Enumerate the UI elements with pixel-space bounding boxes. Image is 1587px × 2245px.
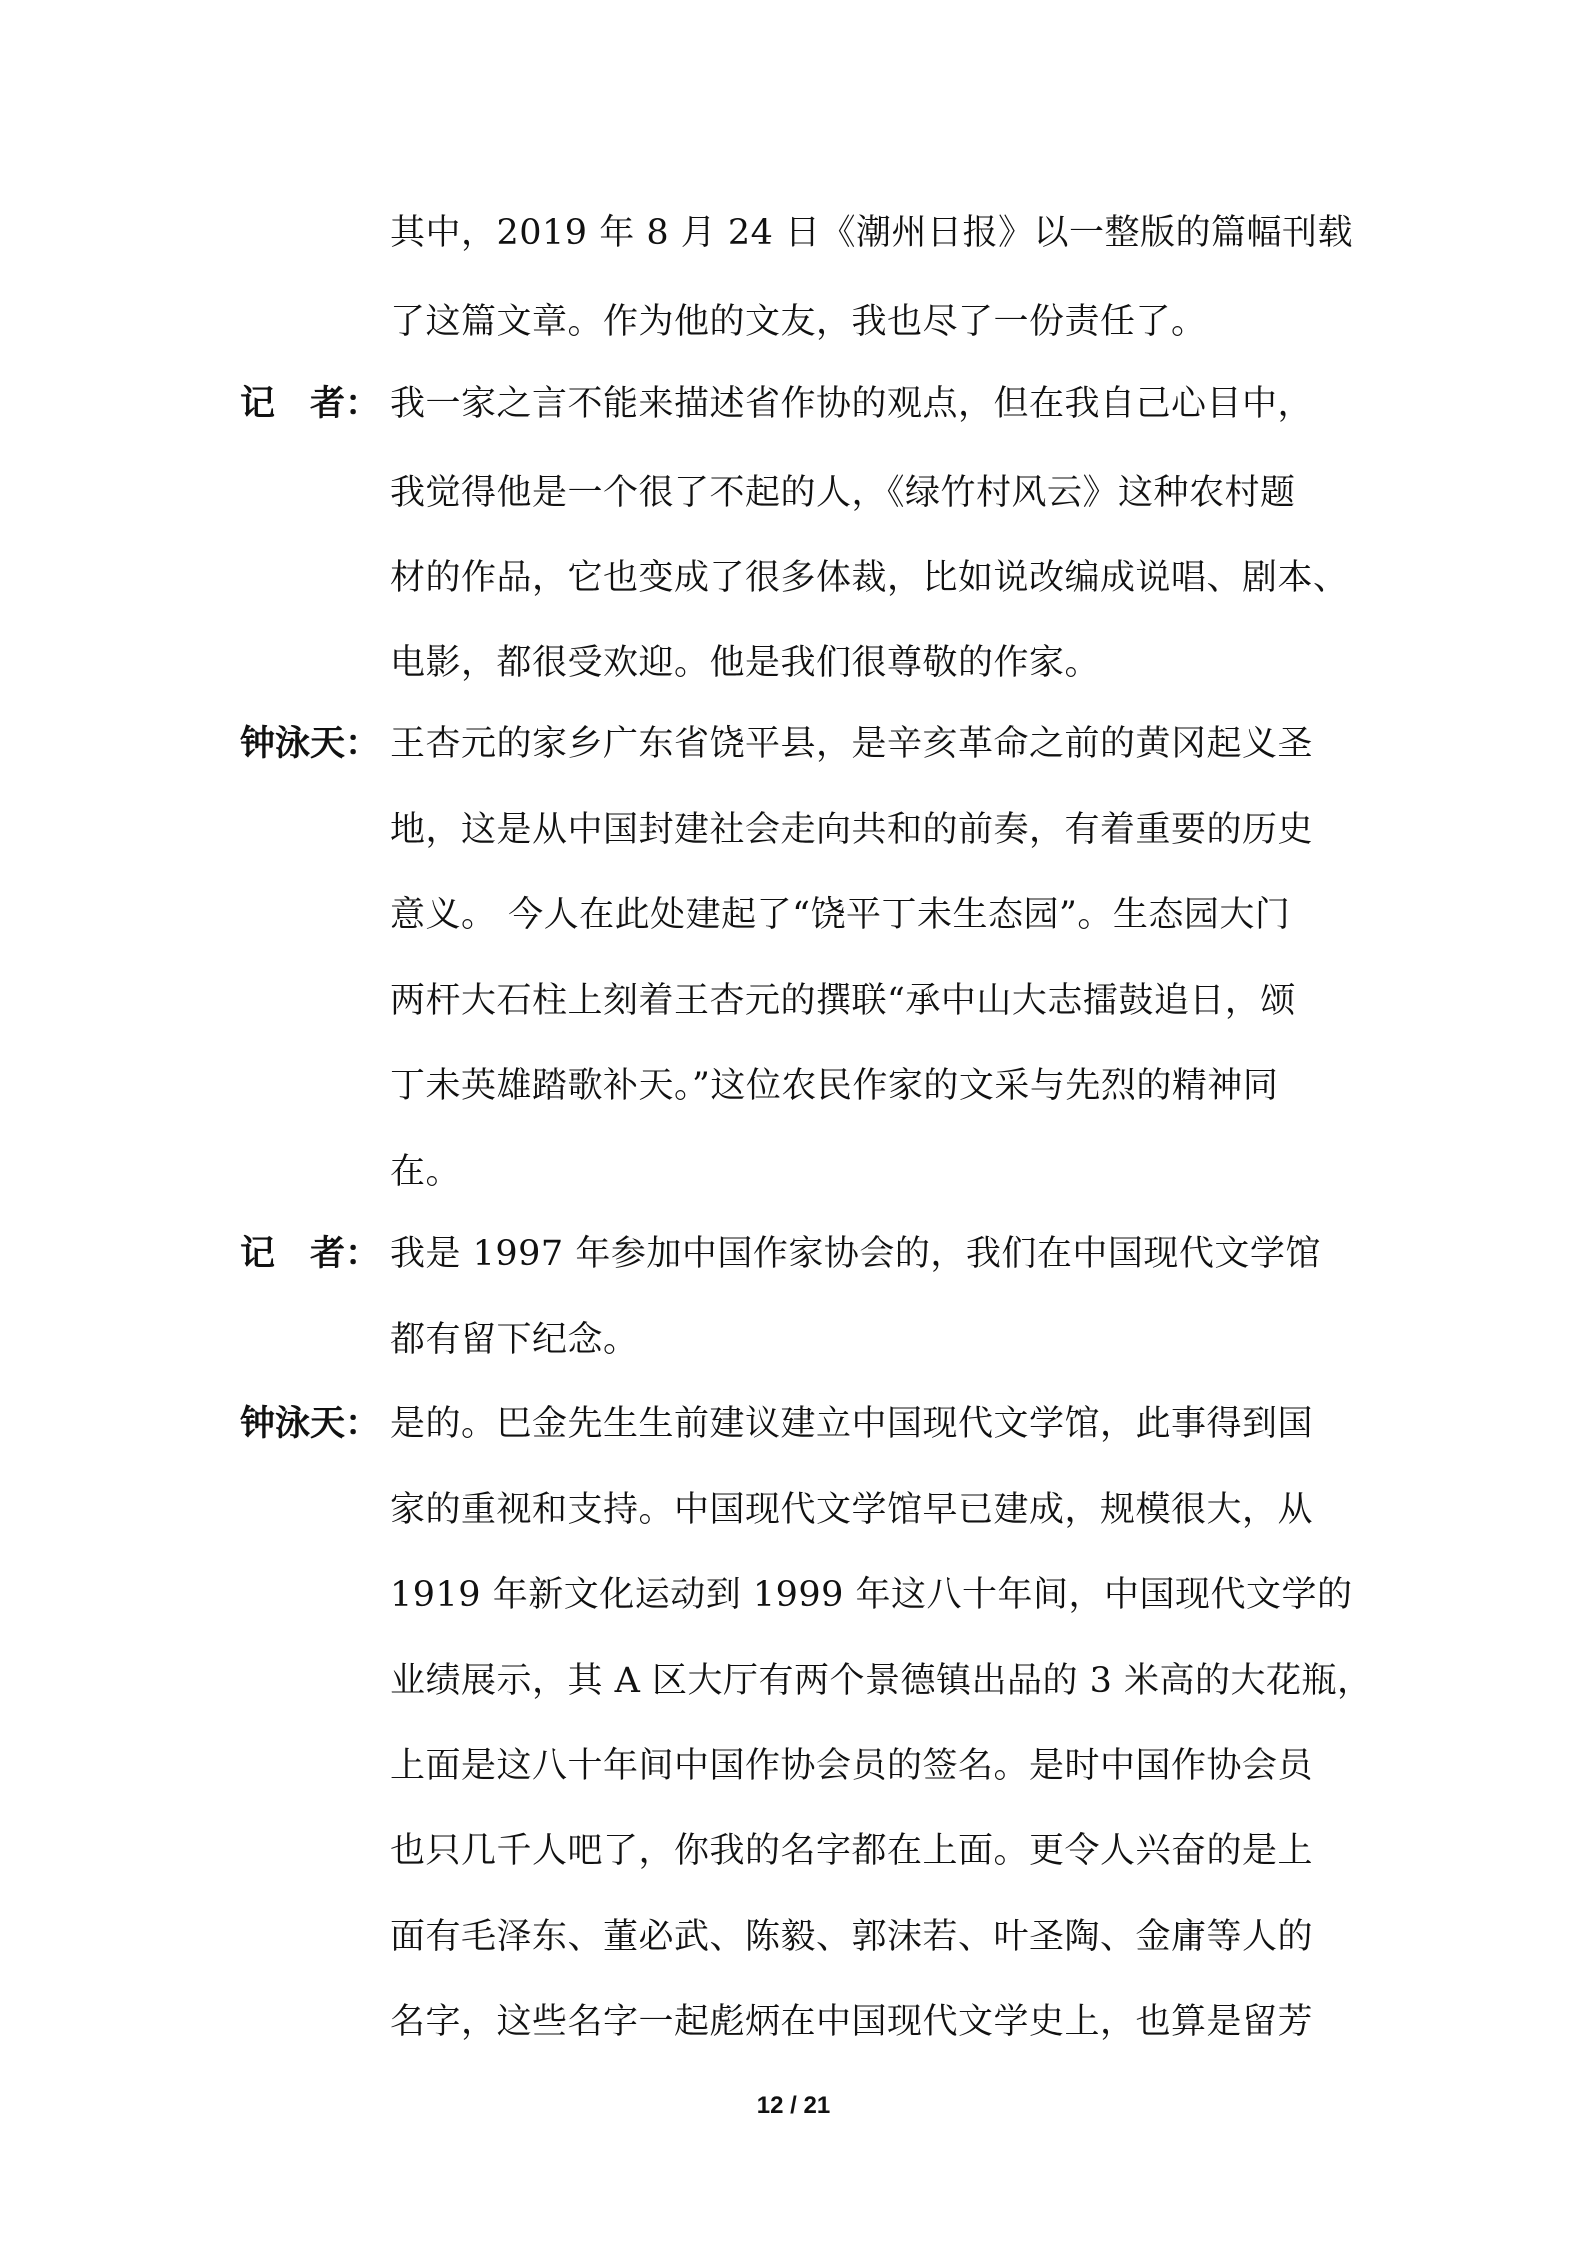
text-line: 也只几千人吧了，你我的名字都在上面。更令人兴奋的是上 <box>390 1831 1314 1871</box>
text-line: 我觉得他是一个很了不起的人，《绿竹村风云》这种农村题 <box>390 473 1296 513</box>
page-number: 12 / 21 <box>756 2092 831 2119</box>
text-line: 材的作品，它也变成了很多体裁，比如说改编成说唱、剧本、 <box>390 558 1349 598</box>
speaker-label: 记 者： <box>240 383 381 424</box>
text-line: 王杏元的家乡广东省饶平县，是辛亥革命之前的黄冈起义圣 <box>390 724 1314 764</box>
text-line: 业绩展示，其 A 区大厅有两个景德镇出品的 3 米高的大花瓶， <box>390 1661 1373 1701</box>
text-line: 两杆大石柱上刻着王杏元的撰联“承中山大志擂鼓追日，颂 <box>390 981 1296 1021</box>
text-line: 地，这是从中国封建社会走向共和的前奏，有着重要的历史 <box>390 810 1314 850</box>
text-line: 我一家之言不能来描述省作协的观点，但在我自己心目中， <box>390 384 1314 424</box>
text-line: 电影，都很受欢迎。他是我们很尊敬的作家。 <box>390 643 1101 683</box>
speaker-label: 钟泳天： <box>240 723 381 764</box>
text-line: 都有留下纪念。 <box>390 1320 639 1360</box>
text-line: 我是 1997 年参加中国作家协会的，我们在中国现代文学馆 <box>390 1234 1321 1274</box>
text-line: 名字，这些名字一起彪炳在中国现代文学史上，也算是留芳 <box>390 2002 1314 2042</box>
text-line: 家的重视和支持。中国现代文学馆早已建成，规模很大，从 <box>390 1490 1314 1530</box>
text-line: 在。 <box>390 1152 462 1192</box>
text-line: 其中，2019 年 8 月 24 日《潮州日报》以一整版的篇幅刊载 <box>390 213 1354 253</box>
text-line: 了这篇文章。作为他的文友，我也尽了一份责任了。 <box>390 302 1207 342</box>
text-line: 面有毛泽东、董必武、陈毅、郭沫若、叶圣陶、金庸等人的 <box>390 1917 1314 1957</box>
speaker-label: 记 者： <box>240 1233 381 1274</box>
text-line: 丁未英雄踏歌补天。”这位农民作家的文采与先烈的精神同 <box>390 1066 1279 1106</box>
text-line: 是的。巴金先生生前建议建立中国现代文学馆，此事得到国 <box>390 1404 1314 1444</box>
text-line: 上面是这八十年间中国作协会员的签名。是时中国作协会员 <box>390 1746 1314 1786</box>
speaker-label: 钟泳天： <box>240 1403 381 1444</box>
text-line: 意义。 今人在此处建起了“饶平丁未生态园”。生态园大门 <box>390 895 1291 935</box>
text-line: 1919 年新文化运动到 1999 年这八十年间，中国现代文学的 <box>390 1575 1353 1615</box>
